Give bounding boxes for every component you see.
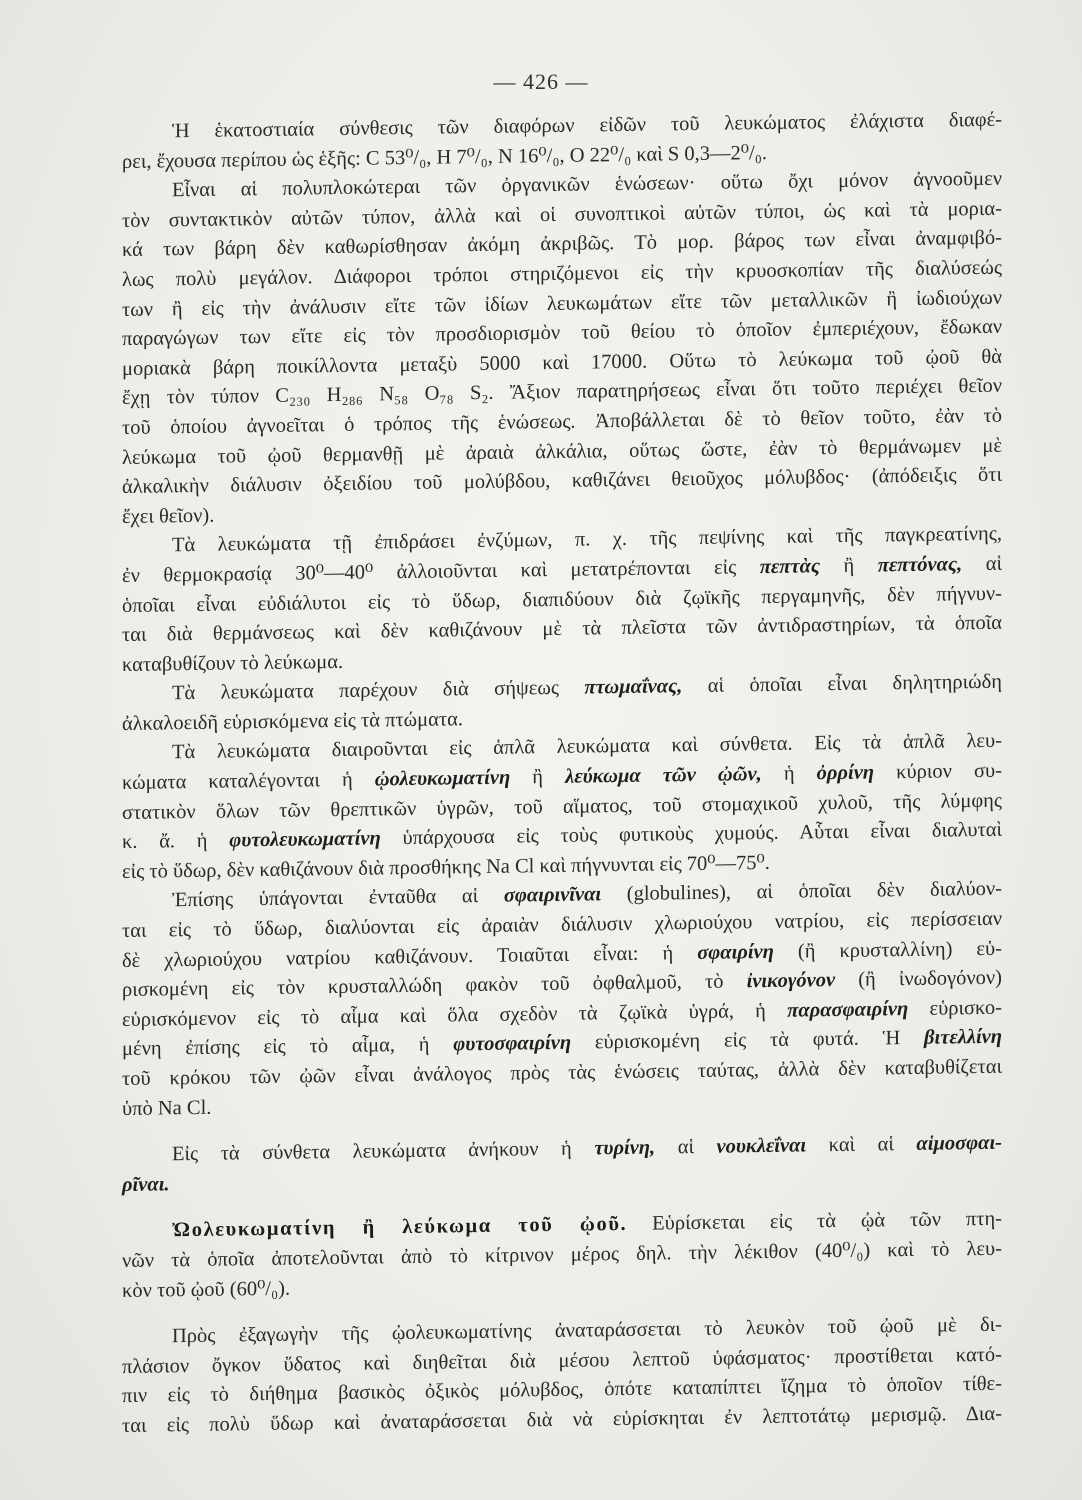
emphasized-term: αἱμοσφαι- (916, 1131, 1002, 1156)
section-heading: Ὠολευκωματίνη ἢ λεύκωμα τοῦ ᾠοῦ. (172, 1213, 628, 1242)
text-run: ἐν θερμοκρασίᾳ 30⁰—40⁰ ἀλλοιοῦνται καὶ μετατρέπονται εἰς (122, 556, 760, 587)
emphasized-term: σφαιρίνη (697, 940, 774, 964)
text-run: κύριον συ- (874, 759, 1002, 784)
text-run: αἱ (655, 1135, 717, 1159)
text-run: τοῦ ὁποίου ἀγνοεῖται ὁ τρόπος τῆς ἑνώσεως. Ἀποβάλλεται δὲ τὸ θεῖον τοῦτο, ἐὰν τὸ (122, 404, 1002, 439)
emphasized-term: πτωμαΐνας, (584, 675, 683, 699)
emphasized-term: ὀρρίνη (816, 761, 875, 785)
paragraph (122, 727, 1002, 887)
text-run: πιν εἰς τὸ διήθημα βασικὸς ὀξικὸς μόλυβδος, ὁπότε καταπίπτει ἵζημα τὸ ὁποῖον τίθε- (122, 1373, 1002, 1408)
text-run: καὶ αἱ (806, 1133, 917, 1157)
text-run: ται εἰς τὸ ὕδωρ, διαλύονται εἰς ἀραιὰν διάλυσιν χλωριούχου νατρίου, εἰς περίσσειαν (122, 907, 1002, 943)
paragraph (122, 1311, 1002, 1442)
text-run: των ἢ εἰς τὴν ἀνάλυσιν εἴτε τῶν ἰδίων λευκωμάτων εἴτε τῶν μεταλλικῶν ἢ ἰωδιούχων (122, 286, 1002, 321)
text-run: ὑπάρχουσα εἰς τοὺς φυτικοὺς χυμούς. Αὗται εἶναι διαλυταὶ (380, 818, 1002, 850)
emphasized-term: ἰνικογόνον (746, 969, 836, 993)
text-run: ἔχει θεῖον). (122, 504, 215, 528)
text-run: κὸν τοῦ ᾠοῦ (60⁰/₀). (122, 1277, 291, 1302)
text-run: κά των βάρη δὲν καθωρίσθησαν ἀκόμη ἀκριβῶς. Τὸ μορ. βάρος των εἶναι ἀναμφιβό- (122, 227, 1002, 262)
text-run: στατικὸν ὅλων τῶν θρεπτικῶν ὑγρῶν, τοῦ αἵματος, τοῦ στομαχικοῦ χυλοῦ, τῆς λύμφης (122, 789, 1002, 824)
text-run: ται διὰ θερμάνσεως καὶ δὲν καθιζάνουν μὲ τὰ πλεῖστα τῶν ἀντιδραστηρίων, τὰ ὁποῖα (122, 611, 1002, 647)
emphasized-term: λεύκωμα τῶν ᾠῶν, (565, 763, 762, 788)
text-run: ται εἰς πολὺ ὕδωρ καὶ ἀναταράσσεται διὰ νὰ εὑρίσκηται ἐν λεπτοτάτῳ μερισμῷ. Δια- (122, 1402, 1002, 1437)
text-run: ὑπὸ Na Cl. (122, 1096, 212, 1120)
text-run: ὁποῖαι εἶναι εὐδιάλυτοι εἰς τὸ ὕδωρ, διαπιδύουν διὰ ζῳϊκῆς περγαμηνῆς, δὲν πήγνυν- (122, 582, 1002, 617)
emphasized-term: ρῖναι. (122, 1173, 170, 1196)
text-run: τοῦ κρόκου τῶν ᾠῶν εἶναι ἀνάλογος πρὸς τὰς ἑνώσεις ταύτας, ἀλλὰ δὲν καταβυθίζεται (122, 1055, 1002, 1090)
text-run: ρει, ἔχουσα περίπου ὡς ἑξῆς: C 53⁰/₀, H 7⁰/₀, N 16⁰/₀, O 22⁰/₀ καὶ S 0,3—2⁰/₀. (122, 141, 767, 173)
text-run: ἡ (761, 762, 817, 786)
text-run: (ἢ κρυσταλλίνη) εὑ- (773, 937, 1002, 963)
text-run: (ἢ ἰνωδογόνον) (835, 966, 1002, 992)
emphasized-term: ᾠολευκωματίνη (374, 766, 511, 791)
text-run: εἰς τὸ ὕδωρ, δὲν καθιζάνουν διὰ προσθήκης Na Cl καὶ πήγνυνται εἰς 70⁰—75⁰. (122, 851, 770, 883)
emphasized-term: τυρίνη, (594, 1136, 656, 1160)
paragraph (122, 1205, 1002, 1306)
text-run: ἢ (510, 765, 566, 789)
text-run: αἱ ὁποῖαι εἶναι δηλητηριώδη (682, 670, 1002, 698)
text-run: ἀλκαλοειδῆ εὑρισκόμενα εἰς τὰ πτώματα. (122, 708, 464, 735)
text-run: κώματα καταλέγονται ἡ (122, 768, 375, 795)
paragraph (122, 875, 1002, 1124)
text-run: Εὑρίσκεται εἰς τὰ ᾠὰ τῶν πτη- (627, 1208, 1002, 1236)
text-run: μένη ἐπίσης εἰς τὸ αἷμα, ἡ (122, 1033, 454, 1061)
text-run: κ. ἄ. ἡ (122, 829, 230, 854)
text-run: καταβυθίζουν τὸ λεύκωμα. (122, 650, 344, 676)
text-run: Τὰ λευκώματα τῇ ἐπιδράσει ἐνζύμων, π. χ. τῆς πεψίνης καὶ τῆς παγκρεατίνης, (172, 523, 1002, 557)
text-run: δὲ χλωριούχου νατρίου καθιζάνουν. Τοιαῦται εἶναι: ἡ (122, 941, 698, 972)
text-run: λως πολὺ μεγάλον. Διάφοροι τρόποι στηριζόμενοι εἰς τὴν κρυοσκοπίαν τῆς διαλύσεώς (122, 256, 1002, 291)
emphasized-term: βιτελλίνη (924, 1026, 1002, 1050)
text-run: παραγώγων των εἴτε εἰς τὸν προσδιορισμὸν τοῦ θείου τὸ ὁποῖον ἐμπεριέχουν, ἔδωκαν (122, 315, 1002, 351)
text-run: ἔχῃ τὸν τύπον C₂₃₀ H₂₈₆ N₅₈ O₇₈ S₂. Ἄξιον παρατηρήσεως εἶναι ὅτι τοῦτο περιέχει θεῖον (122, 375, 1002, 410)
text-run: (globulines), αἱ ὁποῖαι δὲν διαλύον- (601, 878, 1002, 906)
text-run: Πρὸς ἐξαγωγὴν τῆς ᾠολευκωματίνης ἀναταράσσεται τὸ λευκὸν τοῦ ᾠοῦ μὲ δι- (172, 1313, 1002, 1348)
text-run: εὑρισκόμενον εἰς τὸ αἷμα καὶ ὅλα σχεδὸν τὰ ζῳϊκὰ ὑγρά, ἡ (122, 999, 788, 1031)
paragraph (122, 165, 1002, 532)
emphasized-term: πεπτὰς (759, 555, 821, 579)
text-run: Τὰ λευκώματα παρέχουν διὰ σήψεως (172, 676, 585, 705)
emphasized-term: σφαιρινῖναι (503, 883, 602, 908)
text-run: ἀλκαλικὴν διάλυσιν ὀξειδίου τοῦ μολύβδου, καθιζάνει θειοῦχος μόλυβδος· (ἀπόδειξις ὅτι (122, 463, 1002, 499)
page-number: — 426 — (493, 69, 589, 94)
text-run: νῶν τὰ ὁποῖα ἀποτελοῦνται ἀπὸ τὸ κίτρινον μέρος δηλ. τὴν λέκιθον (40⁰/₀) καὶ τὸ λευ- (122, 1237, 1002, 1272)
emphasized-term: φυτοσφαιρίνη (453, 1032, 572, 1056)
emphasized-term: πεπτόνας, (877, 553, 963, 577)
text-run: τὸν συντακτικὸν αὐτῶν τύπον, ἀλλὰ καὶ οἱ συνοπτικοὶ αὐτῶν τύποι, ὡς καὶ τὰ μορια- (122, 197, 1002, 232)
text-run: μοριακὰ βάρη ποικίλλοντα μεταξὺ 5000 καὶ 17000. Οὕτω τὸ λεύκωμα τοῦ ᾠοῦ θὰ (122, 345, 1002, 380)
text-run: ἢ (820, 554, 878, 578)
text-run: Εἶναι αἱ πολυπλοκώτεραι τῶν ὀργανικῶν ἑνώσεων· οὕτω ὄχι μόνον ἀγνοοῦμεν (172, 167, 1002, 202)
emphasized-term: φυτολευκωματίνη (229, 827, 381, 852)
text-run: ρισκομένη εἰς τὸν κρυσταλλώδη φακὸν τοῦ ὀφθαλμοῦ, τὸ (122, 970, 747, 1002)
body-text (122, 106, 1002, 1442)
emphasized-term: νουκλεΐναι (716, 1134, 807, 1158)
text-run: πλάσιον ὄγκον ὕδατος καὶ διηθεῖται διὰ μέσου λεπτοῦ ὑφάσματος· προστίθεται κατό- (122, 1343, 1002, 1378)
text-run: Τὰ λευκώματα διαιροῦνται εἰς ἁπλᾶ λευκώματα καὶ σύνθετα. Εἰς τὰ ἁπλᾶ λευ- (172, 730, 1002, 764)
paragraph (122, 520, 1002, 680)
paragraph (122, 1129, 1002, 1200)
text-run: αἱ (962, 552, 1002, 576)
text-run: λεύκωμα τοῦ ᾠοῦ θερμανθῇ μὲ ἀραιὰ ἀλκάλια, οὕτως ὥστε, ἐὰν τὸ θερμάνωμεν μὲ (122, 434, 1002, 469)
text-run: Ἡ ἑκατοστιαία σύνθεσις τῶν διαφόρων εἰδῶν τοῦ λευκώματος ἐλάχιστα διαφέ- (172, 108, 1002, 143)
text-run: Εἰς τὰ σύνθετα λευκώματα ἀνήκουν ἡ (172, 1137, 595, 1166)
text-run: εὑρισκο- (908, 996, 1002, 1020)
emphasized-term: παρασφαιρίνη (787, 997, 909, 1022)
text-run: εὑρισκομένη εἰς τὰ φυτά. Ἡ (571, 1027, 925, 1055)
text-run: Ἐπίσης ὑπάγονται ἐνταῦθα αἱ (172, 885, 504, 912)
